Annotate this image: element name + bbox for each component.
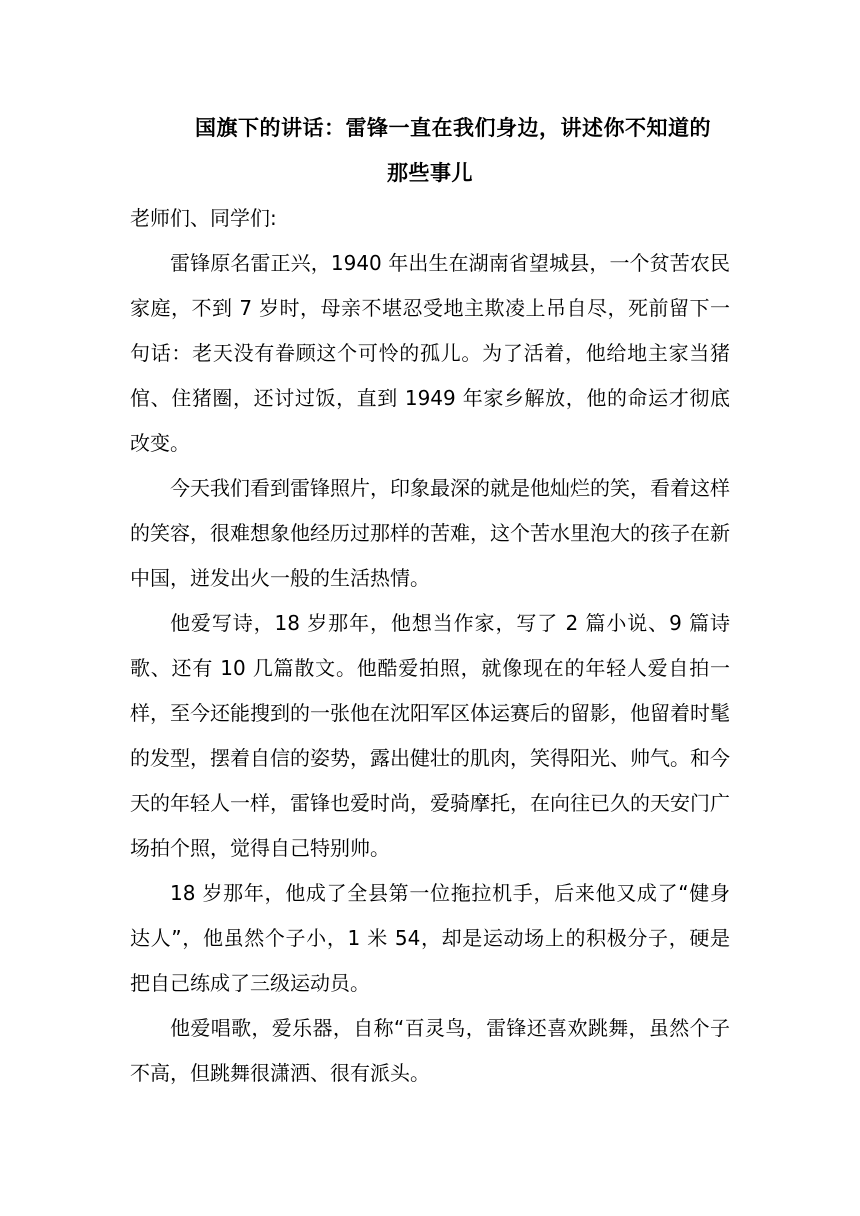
- title-line-1: 国旗下的讲话：雷锋一直在我们身边，讲述你不知道的: [195, 116, 711, 140]
- document-title: [130, 106, 730, 196]
- paragraph-3: 他爱写诗，18 岁那年，他想当作家，写了 2 篇小说、9 篇诗歌、还有 10 几篇散文。他酷爱拍照，就像现在的年轻人爱自拍一样，至今还能搜到的一张他在沈阳军区体运赛后的留影，他留着时髦的发型，摆着自信的姿势，露出健壮的肌肉，笑得阳光、帅气。和今天的年轻人一样，雷锋也爱时尚，爱骑摩托，在向往已久的天安门广场拍个照，觉得自己特别帅。: [130, 611, 730, 860]
- paragraph-1: 雷锋原名雷正兴，1940 年出生在湖南省望城县，一个贫苦农民家庭，不到 7 岁时，母亲不堪忍受地主欺凌上吊自尽，死前留下一句话：老天没有眷顾这个可怜的孤儿。为了活着，他给地主家当猪倌、住猪圈，还讨过饭，直到 1949 年家乡解放，他的命运才彻底改变。: [130, 251, 730, 455]
- document-body: [130, 106, 730, 1096]
- paragraph-2: 今天我们看到雷锋照片，印象最深的就是他灿烂的笑，看着这样的笑容，很难想象他经历过那样的苦难，这个苦水里泡大的孩子在新中国，迸发出火一般的生活热情。: [130, 476, 730, 590]
- paragraph-4: 18 岁那年，他成了全县第一位拖拉机手，后来他又成了“健身达人”，他虽然个子小，1 米 54，却是运动场上的积极分子，硬是把自己练成了三级运动员。: [130, 881, 730, 995]
- paragraph-5: 他爱唱歌，爱乐器，自称“百灵鸟，雷锋还喜欢跳舞，虽然个子不高，但跳舞很潇洒、很有派头。: [130, 1016, 730, 1085]
- title-line-2: 那些事儿: [387, 161, 473, 185]
- greeting: 老师们、同学们:: [130, 206, 277, 230]
